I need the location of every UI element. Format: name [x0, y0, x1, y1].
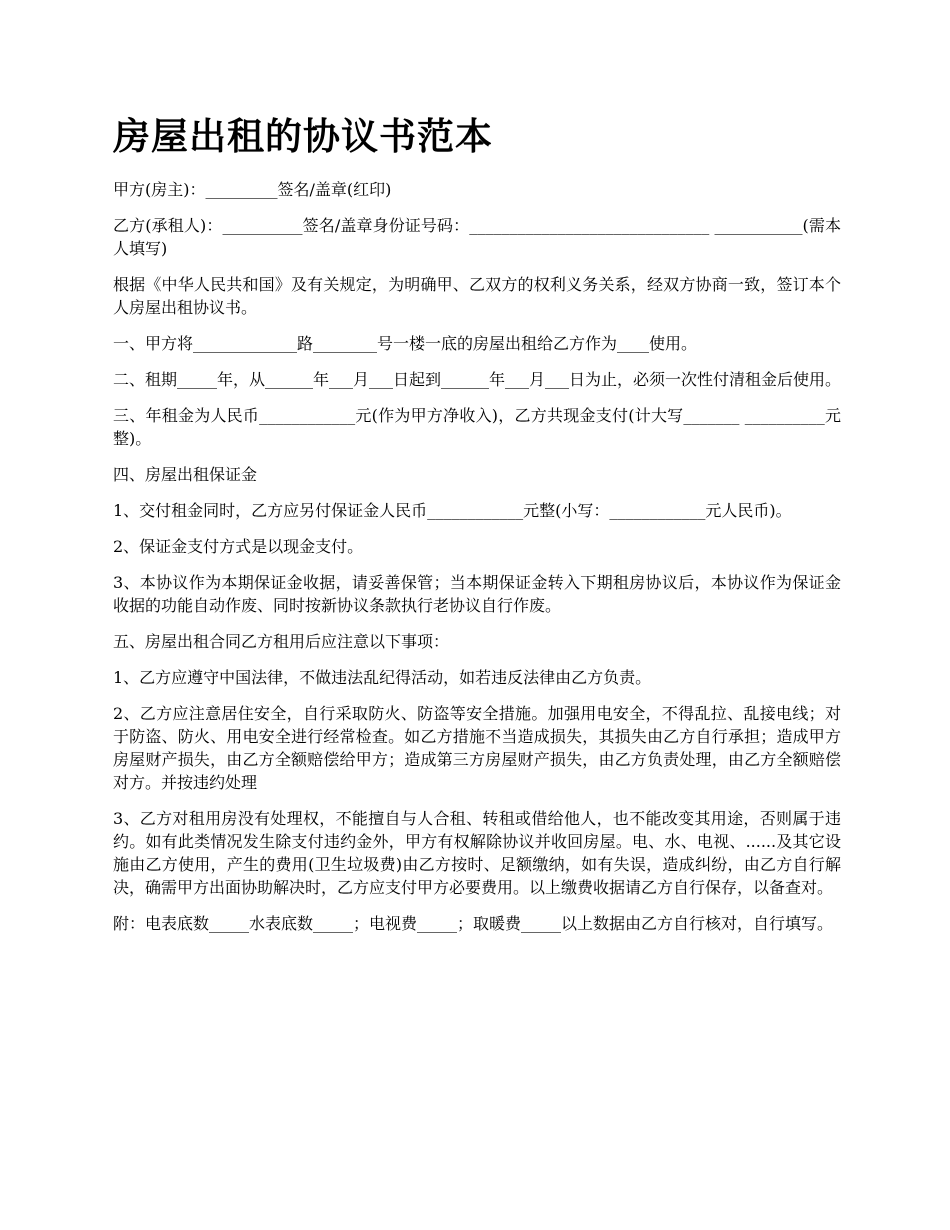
paragraph-clause-5-heading: 五、房屋出租合同乙方租用后应注意以下事项： — [113, 632, 450, 651]
paragraph-clause-4-heading: 四、房屋出租保证金 — [113, 465, 258, 484]
paragraph-clause-3: 三、年租金为人民币____________元(作为甲方净收入)，乙方共现金支付(计大写_______ __________元整)。 — [113, 406, 841, 448]
paragraph-deposit-1: 1、交付租金同时，乙方应另付保证金人民币____________元整(小写：____________元人民币)。 — [113, 501, 792, 520]
paragraph-clause-1: 一、甲方将_____________路________号一楼一底的房屋出租给乙方作为____使用。 — [113, 334, 698, 353]
document-body — [113, 178, 841, 935]
paragraph-clause-2: 二、租期_____年，从______年___月___日起到______年___月___日为止，必须一次性付清租金后使用。 — [113, 370, 842, 389]
paragraph-notice-2: 2、乙方应注意居住安全，自行采取防火、防盗等安全措施。加强用电安全，不得乱拉、乱接电线；对于防盗、防火、用电安全进行经常检查。如乙方措施不当造成损失，其损失由乙方自行承担；造成甲方房屋财产损失，由乙方全额赔偿给甲方；造成第三方房屋财产损失，由乙方负责处理，由乙方全额赔偿对方。并按违约处理 — [113, 704, 841, 792]
document-page — [113, 108, 841, 948]
paragraph-notice-1: 1、乙方应遵守中国法律，不做违法乱纪得活动，如若违反法律由乙方负责。 — [113, 668, 652, 687]
paragraph-appendix: 附：电表底数_____水表底数_____；电视费_____；取暖费_____以上数据由乙方自行核对，自行填写。 — [113, 914, 834, 933]
paragraph-deposit-2: 2、保证金支付方式是以现金支付。 — [113, 537, 364, 556]
document-title: 房屋出租的协议书范本 — [113, 114, 493, 158]
paragraph-deposit-3: 3、本协议作为本期保证金收据，请妥善保管；当本期保证金转入下期租房协议后，本协议作为保证金收据的功能自动作废、同时按新协议条款执行老协议自行作废。 — [113, 573, 841, 615]
paragraph-party-b: 乙方(承租人)：__________签名/盖章身份证号码：______________________________ ___________(需本人填写) — [113, 216, 841, 258]
paragraph-notice-3: 3、乙方对租用房没有处理权，不能擅自与人合租、转租或借给他人，也不能改变其用途，否则属于违约。如有此类情况发生除支付违约金外，甲方有权解除协议并收回房屋。电、水、电视、......及其它设施由乙方使用，产生的费用(卫生垃圾费)由乙方按时、足额缴纳，如有失误，造成纠纷，由乙方自行解决，确需甲方出面协助解决时，乙方应支付甲方必要费用。以上缴费收据请乙方自行保存，以备查对。 — [113, 809, 841, 897]
paragraph-party-a: 甲方(房主)：_________签名/盖章(红印) — [113, 180, 392, 199]
paragraph-preamble: 根据《中华人民共和国》及有关规定，为明确甲、乙双方的权利义务关系，经双方协商一致，签订本个人房屋出租协议书。 — [113, 275, 841, 317]
